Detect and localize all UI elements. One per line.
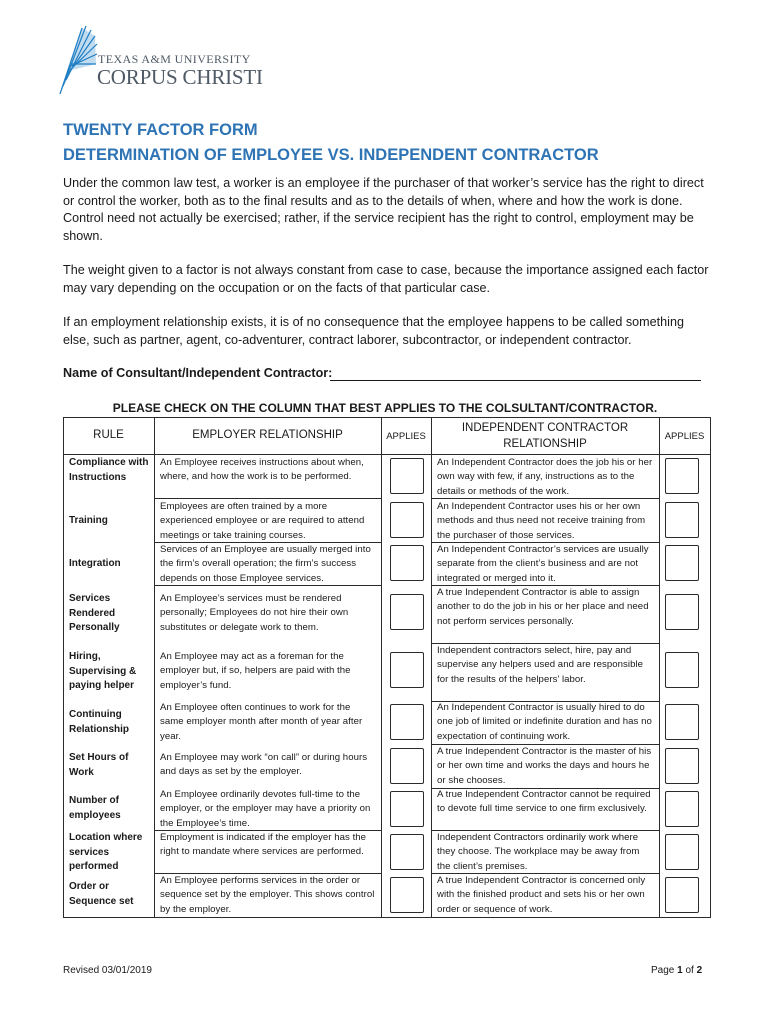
contractor-name-label: Name of Consultant/Independent Contractor: (63, 366, 333, 380)
applies-contractor-checkbox-number-of-employees[interactable] (665, 791, 699, 827)
applies-employer-checkbox-continuing[interactable] (390, 704, 424, 740)
table-border-left (63, 417, 64, 918)
applies-contractor-checkbox-order-sequence[interactable] (665, 877, 699, 913)
header-employer-relationship: EMPLOYER RELATIONSHIP (192, 429, 343, 441)
contractor-name-field[interactable] (330, 380, 701, 381)
contractor-compliance: An Independent Contractor does the job his or her own way with few, if any, instructions as to the details or methods of the work. (437, 457, 653, 497)
applies-contractor-checkbox-hiring[interactable] (665, 652, 699, 688)
contractor-hiring: Independent contractors select, hire, pay and supervise any helpers used and are responsible for the results of the helpers’ labor. (437, 645, 644, 685)
page-number (651, 965, 702, 976)
applies-employer-checkbox-number-of-employees[interactable] (390, 791, 424, 827)
header-contractor-relationship (431, 420, 659, 452)
employer-training: Employees are often trained by a more experienced employee or are required to attend meetings or take training courses. (160, 501, 365, 541)
contractor-integration: An Independent Contractor’s services are usually separate from the client’s business and are not integrated or merged into it. (437, 544, 649, 584)
contractor-services-rendered: A true Independent Contractor is able to assign another to do the job in his or her place and need not perform services personally. (437, 587, 649, 627)
table-border-right (710, 417, 711, 918)
employer-compliance: An Employee receives instructions about when, where, and how the work is to be performed. (160, 457, 364, 483)
rule-order-sequence: Order or Sequence set (69, 881, 134, 907)
contractor-continuing-relationship: An Independent Contractor is usually hired to do one job of limited or indefinite duration and has no expectation of continuing work. (437, 702, 652, 742)
page-prefix: Page (651, 965, 678, 976)
rule-hiring: Hiring, Supervising & paying helper (69, 651, 137, 691)
rule-services-rendered: Services Rendered Personally (69, 593, 120, 633)
header-rule: RULE (93, 429, 124, 441)
applies-contractor-checkbox-training[interactable] (665, 502, 699, 538)
employer-hiring: An Employee may act as a foreman for the employer but, if so, helpers are paid with the employer’s fund. (160, 651, 351, 691)
header-applies-contractor: APPLIES (664, 431, 705, 442)
table-border-top (63, 417, 711, 418)
contractor-set-hours: A true Independent Contractor is the master of his or her own time and works the days and hours he or she chooses. (437, 746, 652, 786)
rule-location: Location where services performed (69, 832, 143, 872)
table-instruction: PLEASE CHECK ON THE COLUMN THAT BEST APPLIES TO THE COLSULTANT/CONTRACTOR. (112, 401, 658, 415)
row-divider (154, 498, 381, 499)
table-divider (659, 417, 660, 918)
university-logo (58, 24, 263, 96)
table-divider (381, 417, 382, 918)
rule-training: Training (69, 515, 108, 526)
applies-employer-checkbox-integration[interactable] (390, 545, 424, 581)
applies-contractor-checkbox-services-rendered[interactable] (665, 594, 699, 630)
employer-services-rendered: An Employee’s services must be rendered personally; Employees do not hire their own substitutes or delegate work to them. (160, 593, 349, 633)
employer-number-of-employees: An Employee ordinarily devotes full-time to the employer, or the employer may have a priority on the Employee’s time. (160, 789, 371, 829)
applies-employer-checkbox-training[interactable] (390, 502, 424, 538)
employer-integration: Services of an Employee are usually merged into the firm’s overall operation; the firm’s success depends on those Employee services. (160, 544, 371, 584)
rule-number-of-employees: Number of employees (69, 795, 121, 821)
applies-contractor-checkbox-continuing[interactable] (665, 704, 699, 740)
applies-contractor-checkbox-location[interactable] (665, 834, 699, 870)
intro-paragraph-3: If an employment relationship exists, it is of no consequence that the employee happens to be called something else, such as partner, agent, co-adventurer, contract laborer, subcontractor, or independent contractor. (63, 315, 684, 347)
applies-employer-checkbox-services-rendered[interactable] (390, 594, 424, 630)
form-title: TWENTY FACTOR FORM (63, 121, 258, 139)
applies-employer-checkbox-location[interactable] (390, 834, 424, 870)
revised-date: Revised 03/01/2019 (63, 965, 152, 976)
contractor-training: An Independent Contractor uses his or her own methods and thus need not receive training from the purchaser of those services. (437, 501, 646, 541)
contractor-number-of-employees: A true Independent Contractor cannot be required to devote full time service to one firm exclusively. (437, 789, 651, 815)
employer-location: Employment is indicated if the employer has the right to mandate where services are performed. (160, 832, 367, 858)
twenty-factor-table (63, 417, 711, 918)
applies-employer-checkbox-compliance[interactable] (390, 458, 424, 494)
header-contractor-line-2: RELATIONSHIP (503, 438, 587, 450)
applies-contractor-checkbox-compliance[interactable] (665, 458, 699, 494)
rule-compliance: Compliance with Instructions (69, 457, 149, 483)
intro-paragraph-2: The weight given to a factor is not always constant from case to case, because the importance assigned each factor may vary depending on the occupation or on the facts of that particular case. (63, 263, 709, 295)
applies-employer-checkbox-hiring[interactable] (390, 652, 424, 688)
applies-contractor-checkbox-integration[interactable] (665, 545, 699, 581)
applies-contractor-checkbox-set-hours[interactable] (665, 748, 699, 784)
header-applies-employer: APPLIES (386, 431, 426, 442)
employer-continuing-relationship: An Employee often continues to work for the same employer month after month of year after year. (160, 702, 363, 742)
applies-employer-checkbox-set-hours[interactable] (390, 748, 424, 784)
logo-line-2: CORPUS CHRISTI (97, 65, 263, 89)
table-border-bottom (63, 917, 711, 918)
contractor-location: Independent Contractors ordinarily work where they choose. The workplace may be away from the client’s premises. (437, 832, 640, 872)
header-divider (63, 454, 711, 455)
applies-employer-checkbox-order-sequence[interactable] (390, 877, 424, 913)
table-divider (431, 417, 432, 918)
employer-order-sequence: An Employee performs services in the order or sequence set by the employer. This shows control by the employer. (160, 875, 375, 915)
rule-set-hours: Set Hours of Work (69, 752, 129, 778)
intro-paragraph-1: Under the common law test, a worker is an employee if the purchaser of that worker’s service has the right to direct or control the worker, both as to the final results and as to the details of when, where and how the work is done. Control need not actually be exercised; rather, if the service recipient has the right to control, employment may be shown. (63, 176, 704, 243)
palm-frond-logo-icon (58, 24, 98, 96)
page-current: 1 (677, 965, 683, 976)
page-of: of (682, 965, 697, 976)
form-subtitle: DETERMINATION OF EMPLOYEE VS. INDEPENDENT CONTRACTOR (63, 146, 599, 164)
page-total: 2 (696, 965, 703, 976)
table-divider (154, 417, 155, 918)
rule-continuing-relationship: Continuing Relationship (69, 709, 130, 735)
rule-integration: Integration (69, 558, 121, 569)
logo-line-1: TEXAS A&M UNIVERSITY (98, 52, 251, 66)
employer-set-hours: An Employee may work “on call” or during hours and days as set by the employer. (160, 752, 368, 778)
contractor-order-sequence: A true Independent Contractor is concerned only with the finished product and sets his or her own order or sequence of work. (437, 875, 646, 915)
header-contractor-line-1: INDEPENDENT CONTRACTOR (461, 422, 629, 434)
